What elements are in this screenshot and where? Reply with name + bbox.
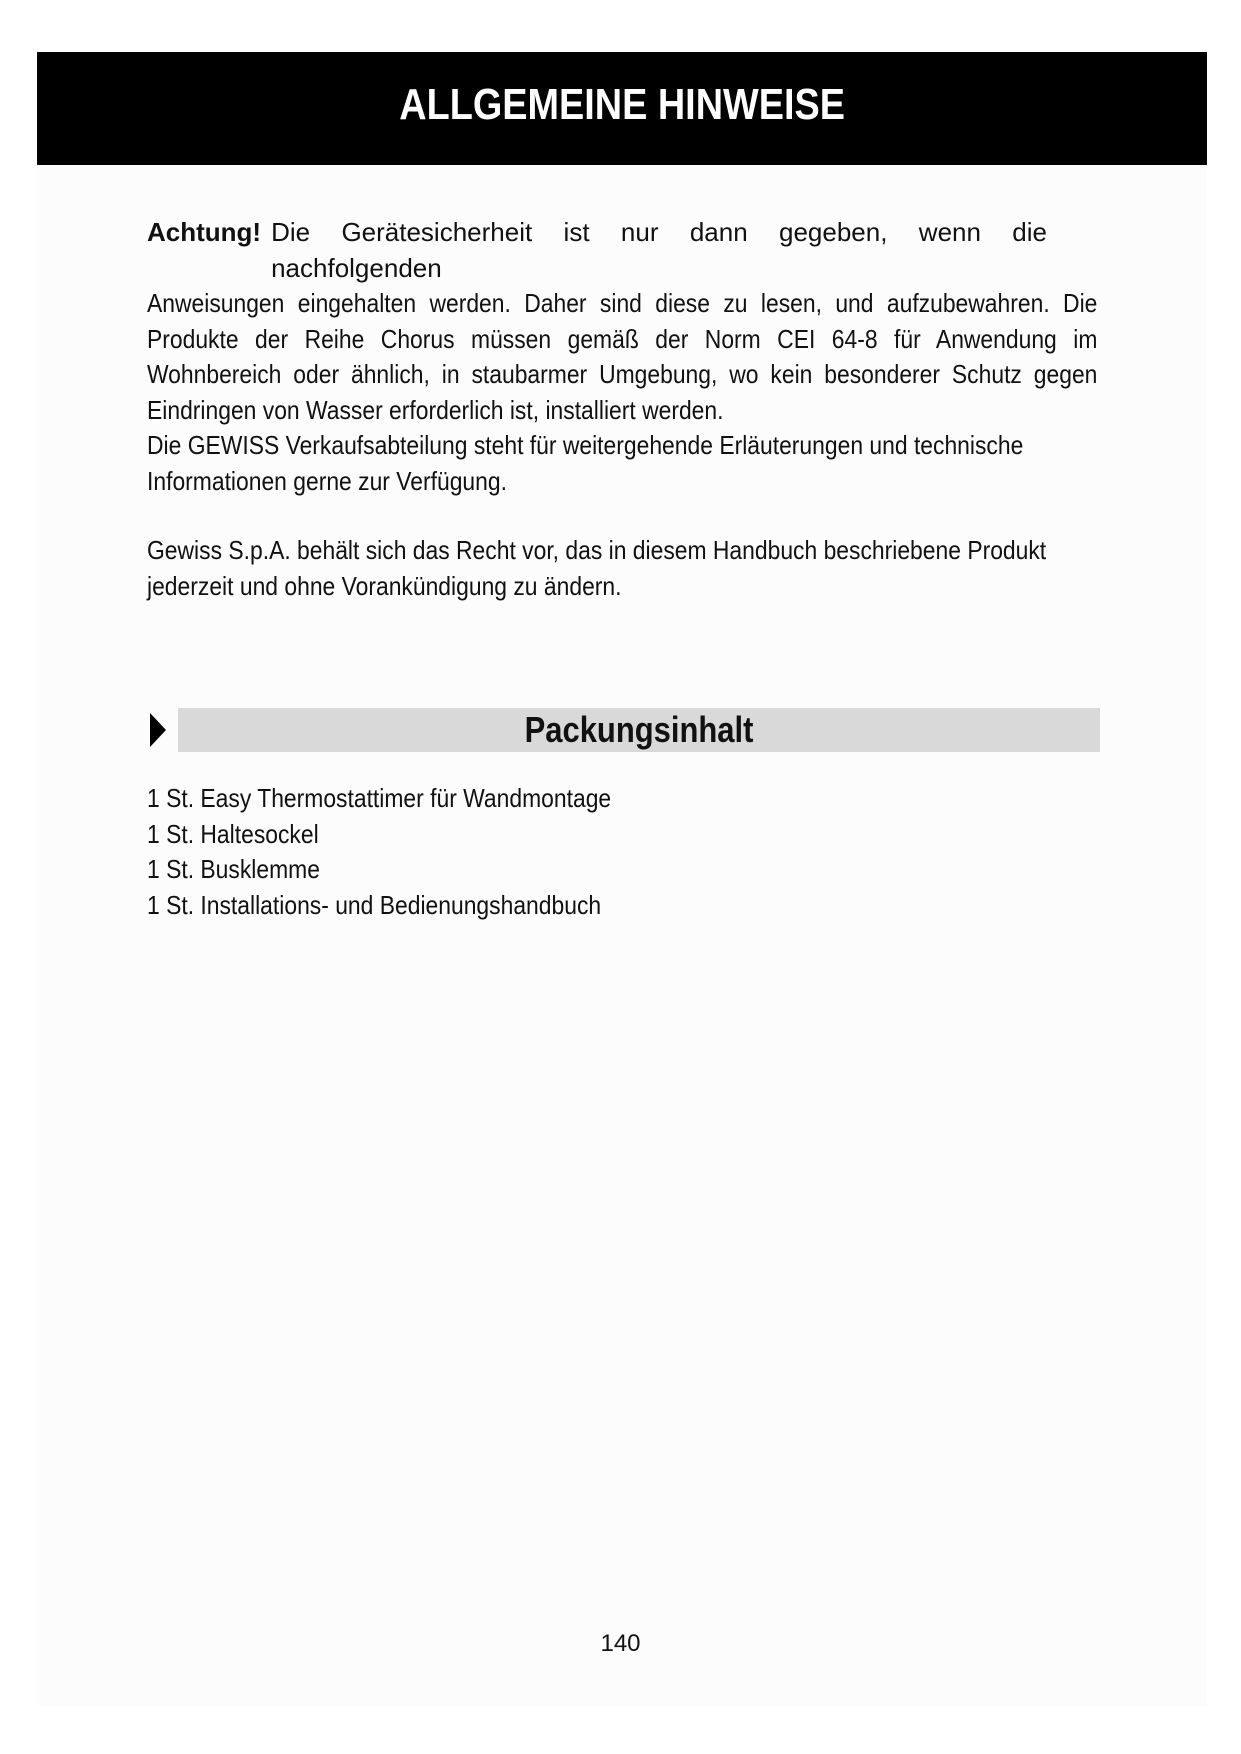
package-contents-list xyxy=(147,781,674,923)
warning-text-line: Produkte der Reihe Chorus müssen gemäß der Norm CEI 64-8 für Anwendung im xyxy=(147,323,1098,354)
list-item-text: 1 St. Busklemme xyxy=(147,854,320,884)
warning-text-line: Anweisungen eingehalten werden. Daher sind diese zu lesen, und aufzubewahren. Die xyxy=(147,288,1098,318)
disclaimer-line: jederzeit und ohne Vorankündigung zu ändern. xyxy=(147,570,622,601)
warning-text-line: Wohnbereich oder ähnlich, in staubarmer Umgebung, wo kein besonderer Schutz gegen xyxy=(147,359,1098,389)
list-item-text: 1 St. Haltesockel xyxy=(147,818,319,849)
page-title: ALLGEMEINE HINWEISE xyxy=(399,79,845,129)
page-header xyxy=(37,52,1207,165)
list-item xyxy=(147,817,674,853)
warning-paragraph xyxy=(147,215,1107,499)
warning-text-line: Eindringen von Wasser erforderlich ist, installiert werden. xyxy=(147,394,724,425)
triangle-right-icon xyxy=(150,713,166,747)
page-number: 140 xyxy=(600,1630,641,1657)
disclaimer-line: Gewiss S.p.A. behält sich das Recht vor, das in diesem Handbuch beschriebene Produkt xyxy=(147,535,1047,565)
list-item xyxy=(147,781,674,817)
warning-line-1 xyxy=(147,215,1047,286)
section-title: Packungsinhalt xyxy=(524,709,754,750)
warning-text-line: Informationen gerne zur Verfügung. xyxy=(147,465,507,496)
section-heading-bar xyxy=(178,708,1100,752)
warning-label: Achtung! xyxy=(147,217,262,247)
list-item xyxy=(147,888,674,924)
list-item-text: 1 St. Easy Thermostattimer für Wandmontage xyxy=(147,783,612,813)
list-item xyxy=(147,852,674,888)
warning-text-line: Die Gerätesicherheit ist nur dann gegeben, wenn die nachfolgenden xyxy=(271,217,1047,283)
list-item-text: 1 St. Installations- und Bedienungshandbuch xyxy=(147,889,602,920)
disclaimer-paragraph xyxy=(147,533,1107,604)
warning-text-line: Die GEWISS Verkaufsabteilung steht für weitergehende Erläuterungen und technische xyxy=(147,430,1024,460)
